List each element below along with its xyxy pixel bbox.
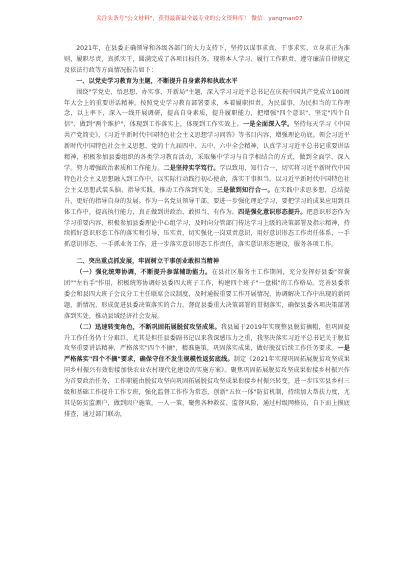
section1-bold-4: 四是强化意识形态提升。	[238, 208, 307, 216]
section2-sub1-heading: （一）强化统筹协调，不断提升参谋辅助能力。	[76, 269, 212, 277]
section1-paragraph	[64, 88, 350, 252]
section2-sub2-bold: 一是严格落实"四个不摘"要求，确保守住不发生规模性返贫底线。	[64, 345, 350, 364]
watermark-banner: 关注头条号"公文材料"，获得最新最全最专业的公文资料库！ 微信：yangman07	[96, 16, 303, 22]
section1-text-d: 在实践中求思多想，总结提升，更好的指导自身的发展。作为一名党员领导干部，要进一步强化理论学习，要把学习的成果应用到具体工作中，提高执行能力，真正做到讲政治、敢担当、有作为。	[64, 186, 350, 216]
section2-sub2-text2: 制定《2021年实现巩固拓展脱贫攻坚成果同乡村振兴有效衔接加快农业农村现代化建设的实施方案》。聚焦巩固拓展脱贫攻坚成果衔接乡村振兴作为首要政治任务，工作职能由脱贫攻坚向巩固拓展脱贫攻坚成果衔接乡村振兴转变，进一步压实县乡村三级和基础工作提升工作专班，强化监督工作作为常态，创新"五位一体"防贫机制，持续加大帮扶力度，尤其是防贫监测户，做到因户施策，一人一策，聚焦各种救贫、监督风险，通过村级网格员，自下而上摸底排查，通过部门联动，	[64, 356, 350, 418]
section2-sub2-text: 我县属于2019年实现整县脱贫摘帽，但巩固提升工作任务仍十分艰巨，尤其是担任县委副书记以来我深感压力之重，我坚决落实习近平总书记关于脱贫攻坚重要讲话精神，严格落实"四个不摘"，精准施策，巩固落实成果，做好脱贫后续工作任务要求。	[64, 323, 350, 353]
section1-bold-2: 二是坚持实学笃行。	[163, 164, 220, 172]
section1-text-b: 坚持每天学习《中国共产党简史》、《习近平新时代中国特色社会主义思想学习问答》等书目内容，增强理论功底。领会习近平新时代中国特色社会主义思想、党的十九届四中、五中、六中全会精神，认真学习习近平总书记重要讲话精神，积极参加县委组织的各类学习教育活动，采取集中学习与自学相结合的方式，做到全面学、深入学。努力增强政治素质和工作能力。	[64, 121, 350, 172]
section-heading-2: 二、突出重点抓发展，牢固树立干事创业敢担当精神	[76, 258, 220, 266]
section1-text-a: 围绕"学党史、悟思想、办实事、开新局"主题，深入学习习近平总书记在庆祝中国共产党成立100周年大会上的重要讲话精神，按照党史学习教育部署要求，本着履职担责，为民谋事，为民担当的工作理念，以上率下，深入一线开展调研，提高自身素质，提升履职能力，把增强"四个意识"、坚定"四个自信"、做到"两个维护"，体现到工作落实上，体现到工作实效上。	[64, 88, 350, 129]
section1-text-e: 把意识形态作为学习重要内容，积极参加县委理论中心组学习，及时向分管部门传达学习上级的决策部署及指示精神，持续抓好意识形态工作的落实和引导，压实责，切实强化一岗双责意识，用好意识形态工作责任体系，一手抓意识形态，一手抓业务工作，进一步落实意识形态工作责任，落实意识形态建设，服务各项工作。	[64, 208, 350, 249]
document-body	[64, 44, 350, 421]
section2-sub1-paragraph	[64, 268, 350, 323]
section2-sub2-heading: （二）迅速转变角色，不断巩固拓展脱贫攻坚成果。	[76, 323, 221, 331]
section1-bold-3: 三是做到知行合一。	[216, 186, 274, 194]
section2-sub2-paragraph	[64, 323, 350, 421]
section1-text-c: 学以致用，知行合一，切实将习近平新时代中国特色社会主义思想融入到工作中，以实际行动践行初心使命，落实干事担当。以习近平新时代中国特色社会主义思想武装头脑、指导实践，推动工作落到实处。	[64, 164, 350, 194]
section1-bold-1: 一是全面深入学。	[243, 121, 294, 129]
section-heading-1: 一、以党史学习教育为主题，不断提升自身素养和执政水平	[76, 77, 238, 85]
section2-sub1-text: 在县社区服务主工作期间，充分发挥好县委"智囊团""左右手"作用，积极统筹协调好县委四大班子工作，构建四个班子"一盘棋"的工作格局。完善县委常委会和县四大班子会议分工主任联席会议制度，及时通报重要工作开展情况，协调解决工作中出现的新问题、新情况，形成促进县委决策落实的合力。督促县委重大决策部署的贯彻落实，确保县委各项决策部署落到实处，推动县域经济社会发展。	[64, 269, 350, 320]
intro-paragraph: 2021年，在县委正确领导和各级各部门的大力支持下，坚持以谋事求真、干事求实、立身求正为准则，履职尽责，真抓实干，圆满完成了各项目标任务。现将本人学习、履行工作职责、遵守廉洁自律规定及依法行政等方面情况报告如下：	[64, 45, 350, 74]
